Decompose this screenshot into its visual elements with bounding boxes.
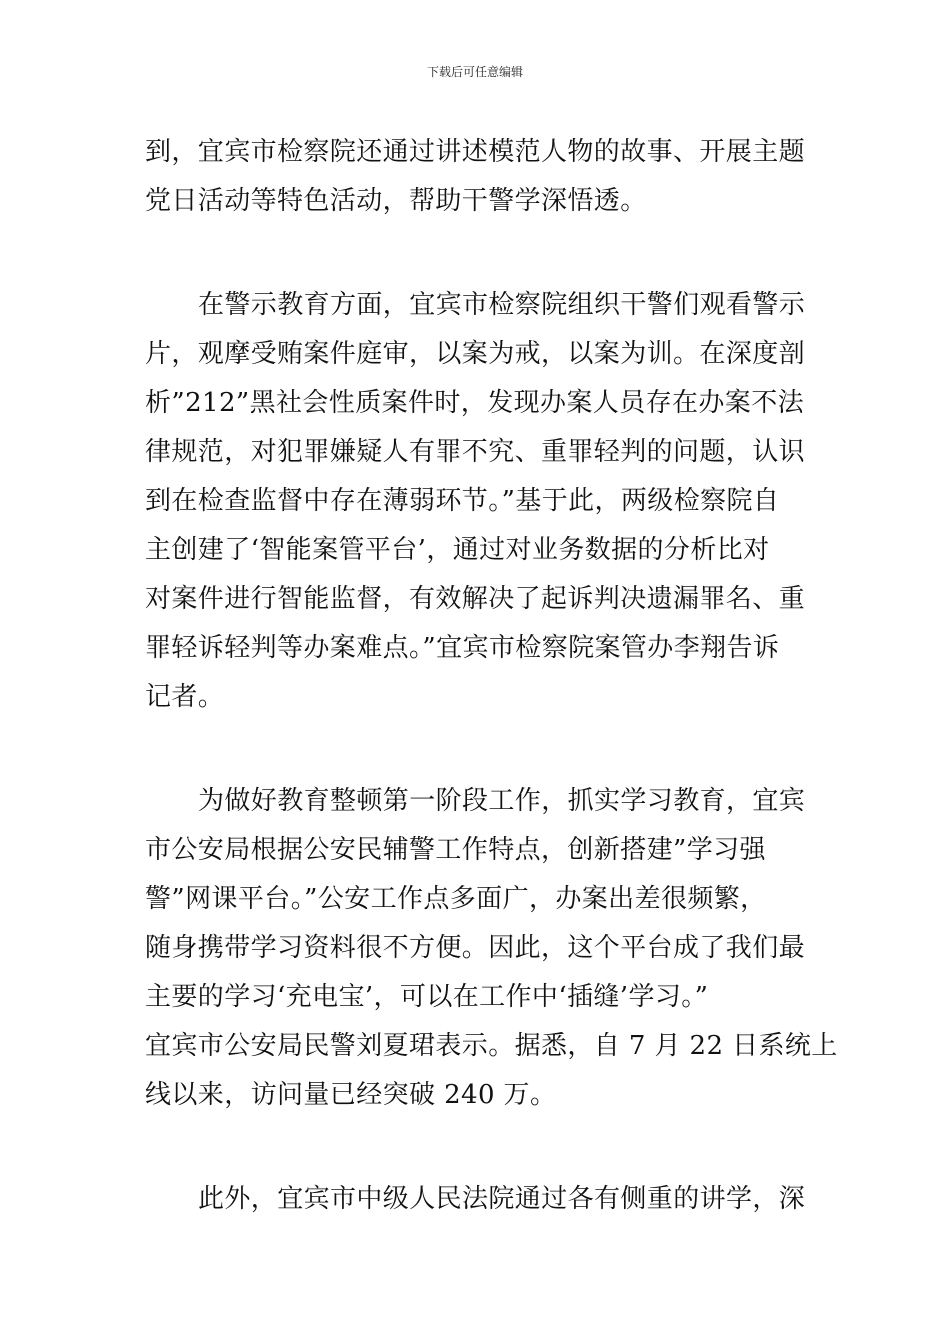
text-line: 随身携带学习资料很不方便。因此，这个平台成了我们最 [145, 933, 806, 963]
text-line: 为做好教育整顿第一阶段工作，抓实学习教育，宜宾 [198, 786, 806, 816]
paragraph-3 [145, 777, 838, 1120]
paragraph-4 [145, 1175, 805, 1224]
paragraph-gap [145, 1120, 805, 1175]
header-note: 下载后可任意编辑 [426, 65, 523, 79]
text-line: 律规范，对犯罪嫌疑人有罪不究、重罪轻判的问题，认识 [145, 437, 806, 467]
text-line: 宜宾市公安局民警刘夏珺表示。据悉，自 7 月 22 日系统上 [145, 1031, 838, 1061]
text-line: 片，观摩受贿案件庭审，以案为戒，以案为训。在深度剖 [145, 339, 806, 369]
document-body [145, 128, 838, 1224]
text-line: 警”网课平台。”公安工作点多面广，办案出差很频繁， [145, 884, 767, 914]
text-line: 到，宜宾市检察院还通过讲述模范人物的故事、开展主题 [145, 137, 806, 167]
text-line: 到在检查监督中存在薄弱环节。”基于此，两级检察院自 [145, 486, 780, 516]
text-line: 记者。 [145, 682, 225, 712]
text-line: 析”212”黑社会性质案件时，发现办案人员存在办案不法 [145, 388, 805, 418]
text-line: 党日活动等特色活动，帮助干警学深悟透。 [145, 186, 647, 216]
text-line: 市公安局根据公安民辅警工作特点，创新搭建”学习强 [145, 835, 766, 865]
text-line: 主要的学习‘充电宝’，可以在工作中‘插缝’学习。” [145, 982, 709, 1012]
text-line: 主创建了‘智能案管平台’，通过对业务数据的分析比对 [145, 535, 770, 565]
paragraph-2 [145, 281, 805, 722]
text-line: 此外，宜宾市中级人民法院通过各有侧重的讲学，深 [198, 1184, 806, 1214]
text-line: 对案件进行智能监督，有效解决了起诉判决遗漏罪名、重 [145, 584, 806, 614]
text-line: 在警示教育方面，宜宾市检察院组织干警们观看警示 [198, 290, 806, 320]
paragraph-gap [145, 226, 805, 281]
paragraph-1 [145, 128, 805, 226]
text-line: 罪轻诉轻判等办案难点。”宜宾市检察院案管办李翔告诉 [145, 633, 780, 663]
paragraph-gap [145, 722, 805, 777]
text-line: 线以来，访问量已经突破 240 万。 [145, 1080, 557, 1110]
